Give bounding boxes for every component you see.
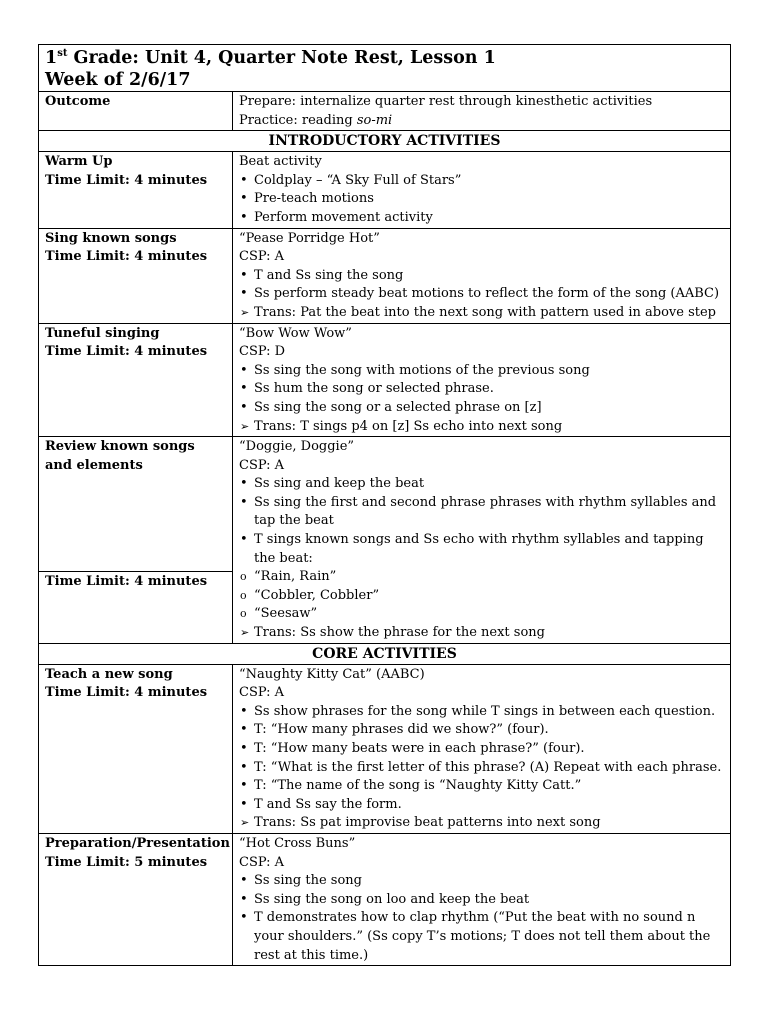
list-item: • Ss sing the song on loo and keep the beat xyxy=(239,891,724,910)
list-item: ➢ Trans: Pat the beat into the next song with pattern used in above step xyxy=(239,304,724,323)
activity-content xyxy=(233,833,731,965)
section-header-row xyxy=(39,131,731,152)
activity-items xyxy=(239,267,724,323)
outcome-label: Outcome xyxy=(39,92,233,131)
list-item: ➢ Trans: Ss pat improvise beat patterns into next song xyxy=(239,814,724,833)
activity-row-teach-new xyxy=(39,664,731,833)
list-item: • Ss show phrases for the song while T sings in between each question. xyxy=(239,703,724,722)
song-title: “Hot Cross Buns” xyxy=(239,835,356,851)
activity-row-sing-known xyxy=(39,228,731,323)
outcome-content xyxy=(233,92,731,131)
list-item: • Coldplay – “A Sky Full of Stars” xyxy=(239,172,724,191)
activity-content xyxy=(233,228,731,323)
outcome-row xyxy=(39,92,731,131)
list-item: • Ss sing and keep the beat xyxy=(239,475,724,494)
song-title: “Naughty Kitty Cat” (AABC) xyxy=(239,666,425,682)
list-item: ➢ Trans: T sings p4 on [z] Ss echo into next song xyxy=(239,418,724,437)
activity-time-limit: Time Limit: 4 minutes xyxy=(39,572,233,643)
activity-items xyxy=(239,703,724,833)
activity-label: Sing known songs Time Limit: 4 minutes xyxy=(39,228,233,323)
song-title: “Pease Porridge Hot” xyxy=(239,230,380,246)
activity-label: Warm Up Time Limit: 4 minutes xyxy=(39,152,233,228)
list-item: • Ss sing the song or a selected phrase on [z] xyxy=(239,399,724,418)
list-item: • T: “How many phrases did we show?” (four). xyxy=(239,721,724,740)
list-item: • Perform movement activity xyxy=(239,209,724,228)
outcome-prepare: Prepare: internalize quarter rest through kinesthetic activities xyxy=(239,94,653,109)
csp: CSP: A xyxy=(239,249,285,265)
list-item: o “Seesaw” xyxy=(239,605,724,624)
lesson-plan-table xyxy=(38,44,731,966)
lesson-title xyxy=(39,45,731,92)
activity-content xyxy=(233,323,731,437)
list-item: • Ss hum the song or selected phrase. xyxy=(239,380,724,399)
activity-items xyxy=(239,362,724,436)
section-header-core: CORE ACTIVITIES xyxy=(39,643,731,664)
list-item: • Pre-teach motions xyxy=(239,190,724,209)
activity-row-tuneful xyxy=(39,323,731,437)
list-item: • T: “The name of the song is “Naughty Kitty Catt.” xyxy=(239,777,724,796)
activity-content xyxy=(233,437,731,644)
list-item: • T and Ss sing the song xyxy=(239,267,724,286)
list-item: • Ss sing the song with motions of the previous song xyxy=(239,362,724,381)
song-title: “Bow Wow Wow” xyxy=(239,325,352,341)
list-item: o “Cobbler, Cobbler” xyxy=(239,587,724,606)
list-item: • T: “What is the first letter of this phrase? (A) Repeat with each phrase. xyxy=(239,759,724,778)
activity-label: Tuneful singing Time Limit: 4 minutes xyxy=(39,323,233,437)
activity-row-review xyxy=(39,437,731,572)
activity-content xyxy=(233,664,731,833)
activity-label: Teach a new song Time Limit: 4 minutes xyxy=(39,664,233,833)
activity-items xyxy=(239,475,724,642)
activity-label: Review known songs and elements xyxy=(39,437,233,572)
list-item: o “Rain, Rain” xyxy=(239,568,724,587)
csp: CSP: A xyxy=(239,854,285,870)
outcome-practice: Practice: reading so-mi xyxy=(239,112,393,128)
title-line-1: 1st Grade: Unit 4, Quarter Note Rest, Lesson 1 xyxy=(45,48,496,68)
section-header-row xyxy=(39,643,731,664)
csp: CSP: A xyxy=(239,685,285,701)
list-item: • T sings known songs and Ss echo with rhythm syllables and tapping the beat: xyxy=(239,531,724,568)
list-item: ➢ Trans: Ss show the phrase for the next song xyxy=(239,624,724,643)
song-title: “Doggie, Doggie” xyxy=(239,439,355,455)
activity-row-warmup xyxy=(39,152,731,228)
csp: CSP: D xyxy=(239,344,286,360)
csp: CSP: A xyxy=(239,457,285,473)
section-header-intro: INTRODUCTORY ACTIVITIES xyxy=(39,131,731,152)
list-item: • Ss sing the first and second phrase phrases with rhythm syllables and tap the beat xyxy=(239,494,724,531)
activity-items xyxy=(239,172,724,228)
title-line-2: Week of 2/6/17 xyxy=(45,70,191,90)
list-item: • T demonstrates how to clap rhythm (“Put the beat with no sound n your shoulders.” (Ss copy T’s motions; T does not tell them about the rest at this time.) xyxy=(239,909,724,965)
activity-row-prep xyxy=(39,833,731,965)
activity-intro: Beat activity xyxy=(239,154,322,170)
title-row xyxy=(39,45,731,92)
activity-items xyxy=(239,872,724,965)
list-item: • Ss sing the song xyxy=(239,872,724,891)
list-item: • T: “How many beats were in each phrase?” (four). xyxy=(239,740,724,759)
activity-content xyxy=(233,152,731,228)
activity-label: Preparation/Presentation Time Limit: 5 minutes xyxy=(39,833,233,965)
list-item: • T and Ss say the form. xyxy=(239,796,724,815)
list-item: • Ss perform steady beat motions to reflect the form of the song (AABC) xyxy=(239,285,724,304)
